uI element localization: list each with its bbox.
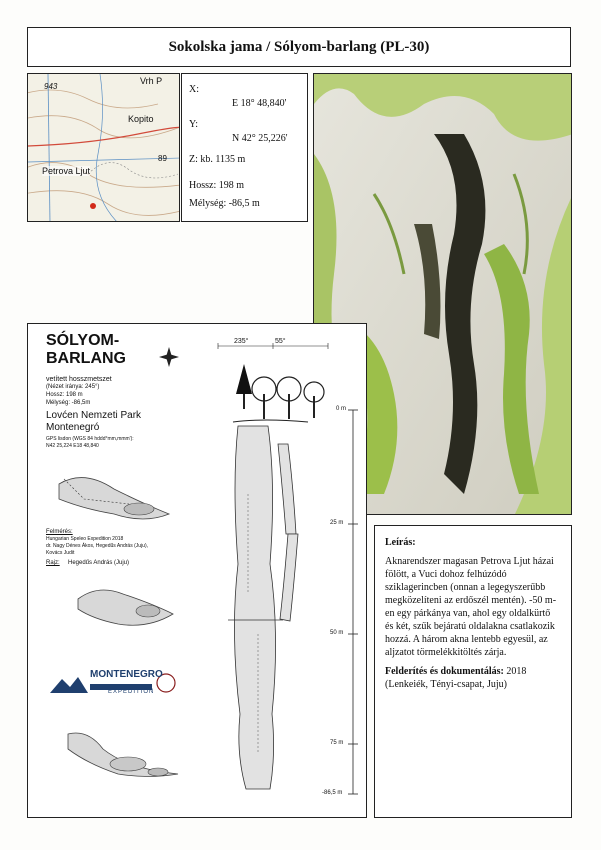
survey-subtitle: vetített hosszmetszet — [46, 376, 112, 383]
x-label: X: — [189, 84, 199, 95]
survey-length: Hossz: 198 m — [46, 392, 83, 398]
survey-gps-line1: GPS lisdon (WGS 84 hddd°mm,mmm'): — [46, 436, 134, 442]
tree-icon — [252, 377, 276, 419]
survey-title-line2: BARLANG — [46, 350, 126, 367]
page-title: Sokolska jama / Sólyom-barlang (PL-30) — [168, 39, 430, 55]
description-panel — [374, 525, 572, 818]
credits-text: 2018 (Lenkeiék, Tényi-csapat, Juju) — [385, 666, 527, 690]
survey-park-line1: Lovćen Nemzeti Park — [46, 410, 142, 421]
z-value: Z: kb. 1135 m — [189, 154, 246, 165]
logo-main-text: MONTENEGRO — [90, 669, 163, 680]
cave-location-marker — [90, 203, 96, 209]
title-box — [27, 27, 571, 67]
drawing-credit-heading: Rajz: — [46, 560, 60, 566]
survey-depth: Mélység: -86,5m — [46, 400, 91, 406]
y-value: N 42° 25,226' — [232, 133, 288, 144]
credits-heading: Felderítés és dokumentálás: — [385, 666, 504, 677]
plan-view-middle — [68, 579, 178, 639]
drawing-credit-text: Hegedűs András (Juju) — [68, 560, 130, 566]
survey-view-direction: (Nézet iránya: 245°) — [46, 384, 100, 390]
survey-credit-line3: Kovács Judit — [46, 550, 75, 556]
angle-label-right: 55° — [275, 338, 286, 345]
plan-view-upper — [44, 459, 174, 534]
survey-credit-line1: Hungarian Speleo Expedition 2018 — [46, 536, 124, 542]
scale-label-0: 0 m — [336, 406, 347, 412]
x-value: E 18° 48,840' — [232, 98, 287, 109]
y-label: Y: — [189, 119, 199, 130]
logo-sub-text: EXPEDITION — [108, 689, 155, 695]
survey-park-line2: Montenegró — [46, 422, 100, 433]
scale-label-75: 75 m — [330, 740, 344, 746]
description-heading: Leírás: — [385, 537, 416, 548]
survey-gps-line2: N42 25,224 E18 48,840 — [46, 443, 99, 449]
survey-title-line1: SÓLYOM- — [46, 332, 120, 349]
length-value: Hossz: 198 m — [189, 180, 244, 191]
angle-label-left: 235° — [234, 338, 249, 345]
map-label-grid: 89 — [158, 154, 167, 163]
survey-credit-line2: dr. Nagy Dénes Ákos, Hegedűs András (Juju), — [46, 543, 148, 549]
north-arrow-icon — [158, 346, 180, 368]
survey-credit-heading: Felmérés: — [46, 529, 73, 535]
description-body: Aknarendszer magasan Petrova Ljut házai fölött, a Vuci dohoz felhúzódó sziklagerincben (onnan a legegyszerűbb megközelíteni az erdőszél mentén). -50 m-en egy párkánya van, ahol egy oldalkürtő és két, szűk bejáratú oldalakna csatlakozik hozzá. A három akna lentebb egyesül, az aljzatot törmelékkitöltés zárja. — [385, 556, 557, 658]
plan-view-lower — [58, 724, 188, 784]
scale-label-bottom: -86,5 m — [322, 790, 343, 796]
map-label-elevation: 943 — [44, 82, 58, 91]
tree-icon — [304, 382, 324, 418]
topographic-map-image — [28, 74, 180, 222]
scale-label-50: 50 m — [330, 630, 344, 636]
tree-icon — [236, 364, 252, 409]
location-map — [27, 73, 180, 222]
scale-label-25: 25 m — [330, 520, 344, 526]
tree-icon — [277, 377, 301, 419]
survey-map-panel — [27, 323, 367, 818]
map-label-village: Petrova Ljut — [42, 166, 91, 176]
coordinates-panel — [181, 73, 308, 222]
depth-value: Mélység: -86,5 m — [189, 198, 260, 209]
map-label-peak: Vrh P — [140, 76, 163, 86]
map-label-kopito: Kopito — [128, 114, 154, 124]
